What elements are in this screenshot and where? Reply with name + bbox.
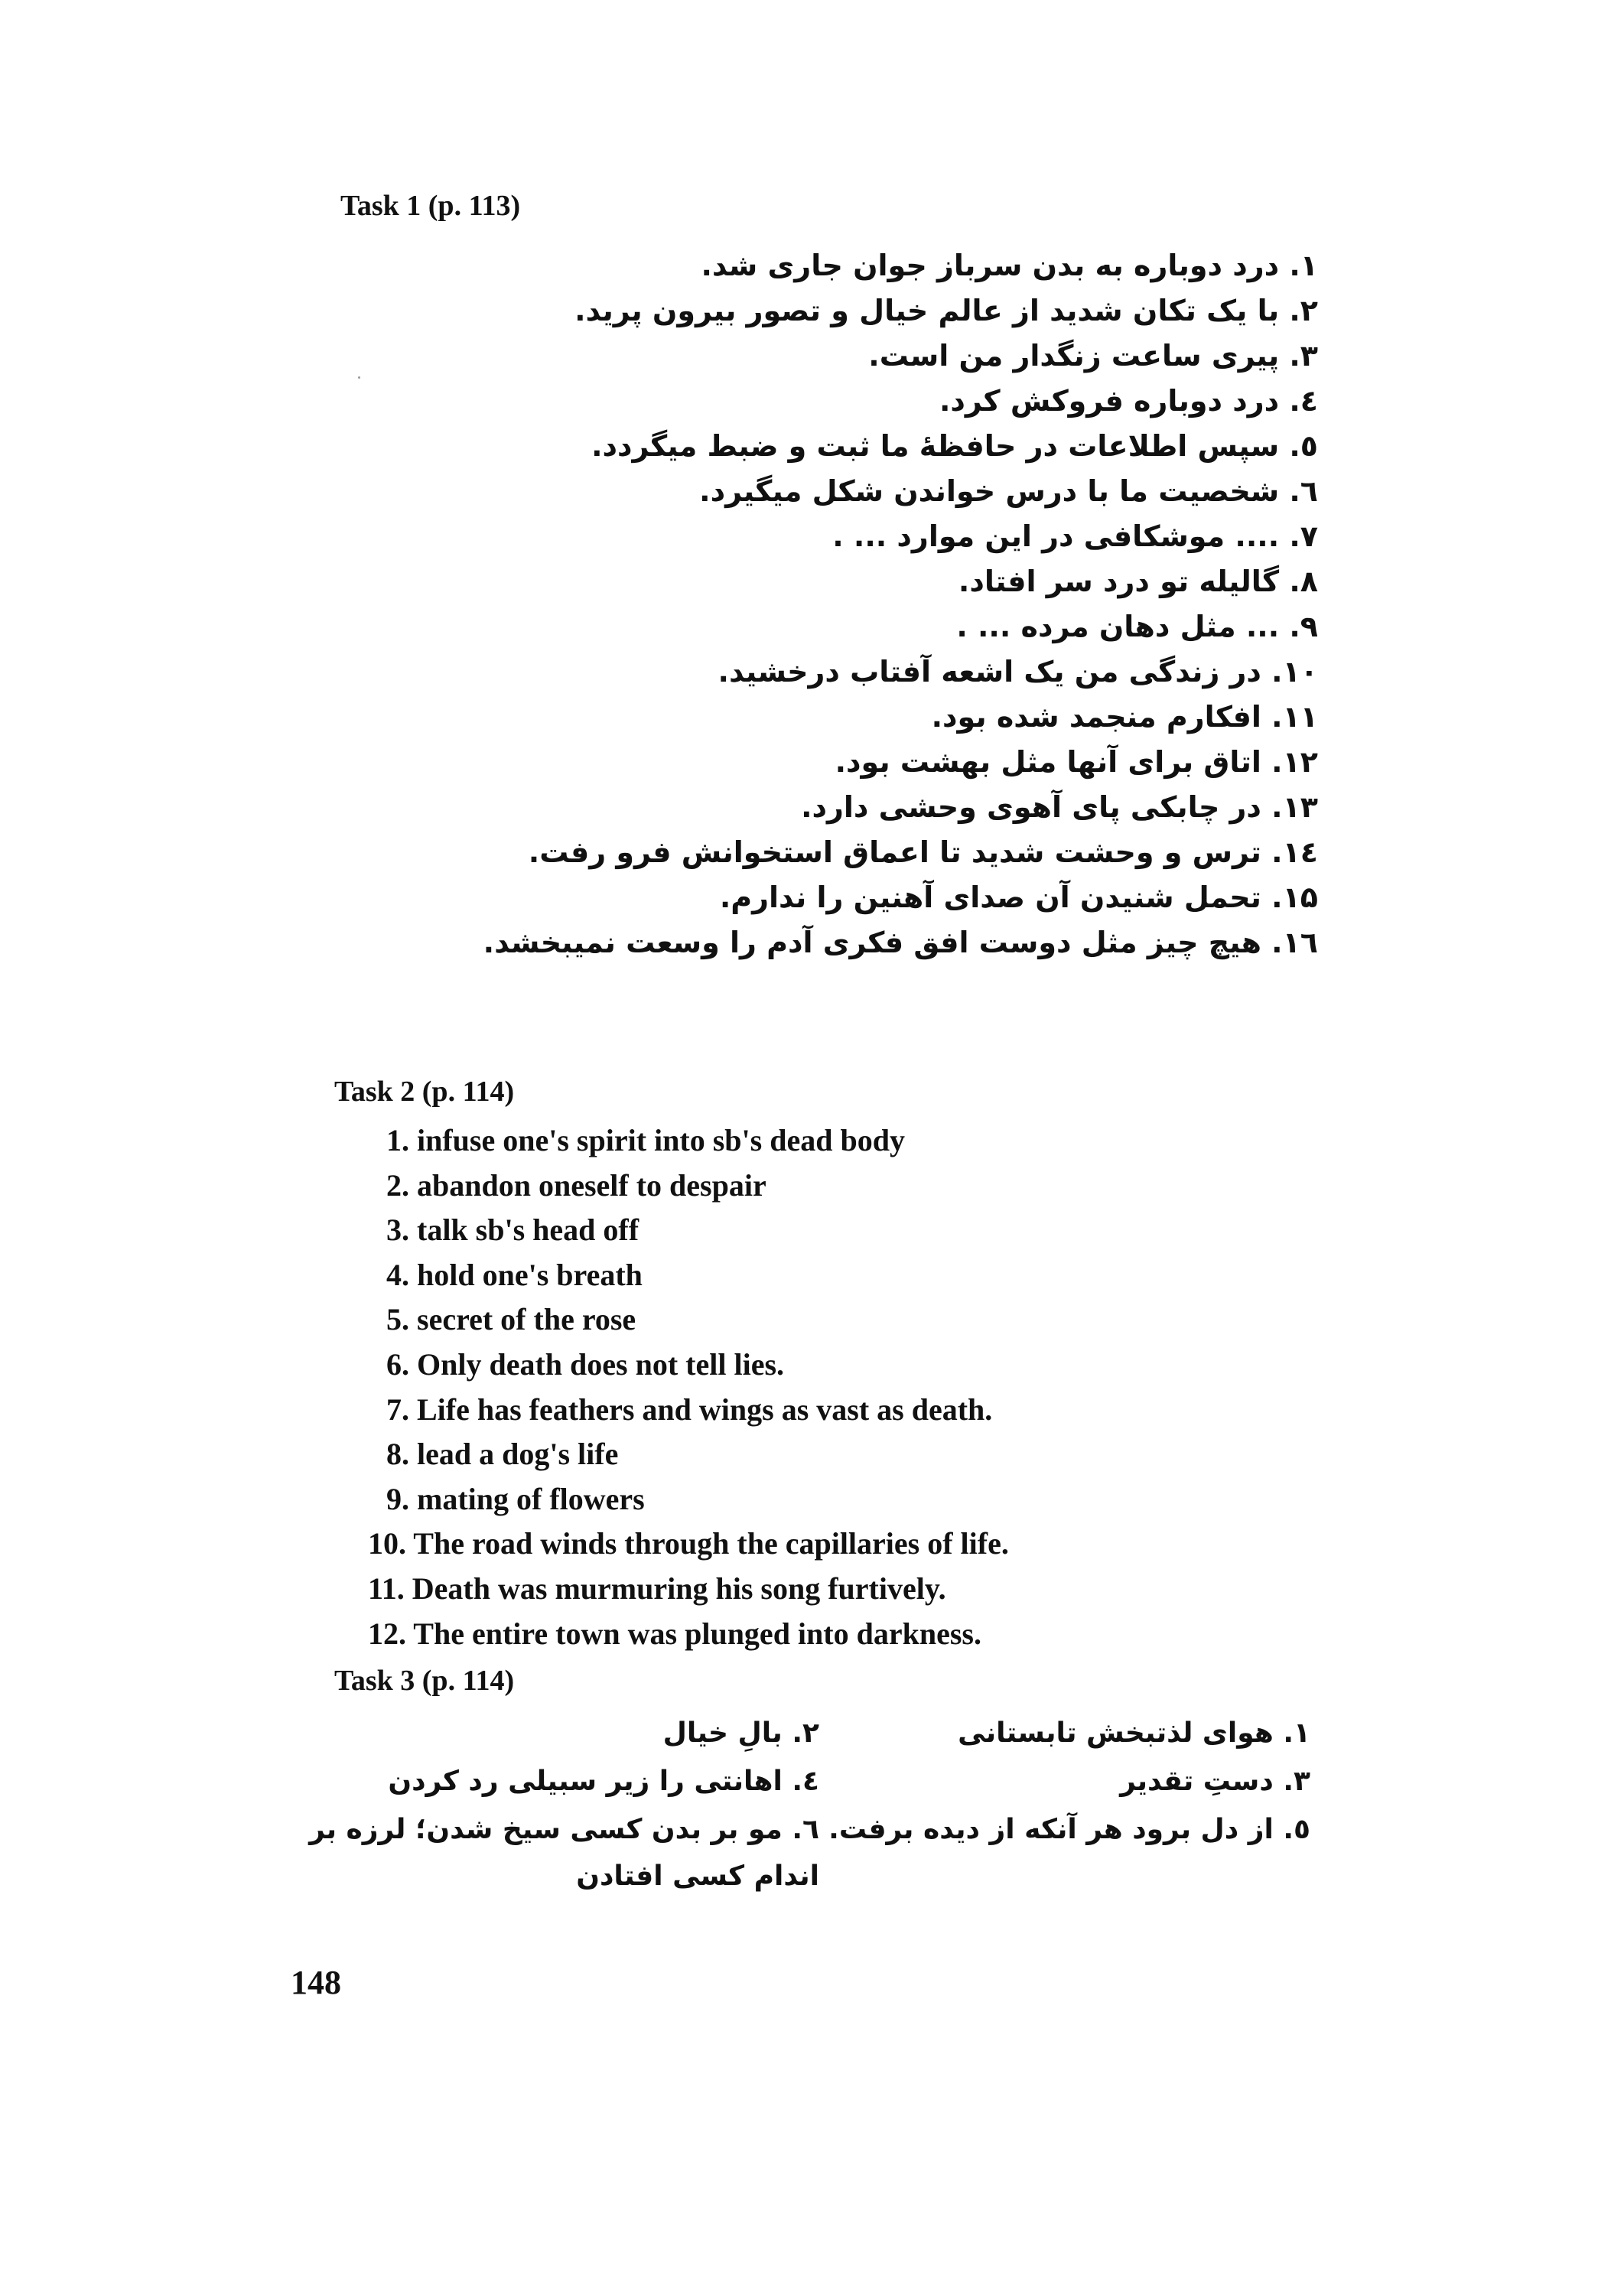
task1-item: ۱۵. تحمل شنیدن آن صدای آهنین را ندارم. [719,881,1318,914]
task1-item: ٤. درد دوباره فروکش کرد. [939,384,1318,418]
task1-item: ٦. شخصیت ما با درس خواندن شکل میگیرد. [699,474,1318,508]
task1-item: ۱۰. در زندگی من یک اشعه آفتاب درخشید. [718,655,1318,688]
task1-item: ۷. .... موشکافی در این موارد ... . [832,519,1318,553]
task1-item: ۹. ... مثل دهان مرده ... . [956,610,1318,643]
task2-item: 4. hold one's breath [386,1257,643,1292]
task2-item: 10. The road winds through the capillaries of life. [368,1526,1009,1561]
task1-item: ١٦. هیچ چیز مثل دوست افق فکری آدم را وسعت نمیبخشد. [483,926,1318,959]
scan-speck [358,376,360,379]
task2-item: 12. The entire town was plunged into darkness. [368,1616,981,1651]
page-number: 148 [291,1964,341,2001]
task2-item: 3. talk sb's head off [386,1213,640,1248]
task3-item-continuation: اندام کسی افتادن [576,1860,819,1892]
task3-item: ۳. دستِ تقدیر [1120,1766,1310,1797]
task1-item: ۳. پیری ساعت زنگدار من است. [868,339,1318,373]
task2-heading: Task 2 (p. 114) [334,1076,515,1108]
task2-item: 8. lead a dog's life [386,1437,619,1472]
task1-list [483,243,1318,965]
task1-item: ۱۱. افکارم منجمد شده بود. [931,700,1318,734]
task1-item: ۲. با یک تکان شدید از عالم خیال و تصور بیرون پرید. [574,294,1318,327]
task3-item: ۲. بالِ خیال [662,1717,819,1749]
task3-item: ٤. اهانتی را زیر سبیلی رد کردن [388,1766,819,1797]
task1-item: ۱۲. اتاق برای آنها مثل بهشت بود. [835,745,1318,779]
task3-heading: Task 3 (p. 114) [334,1665,515,1697]
task1-item: ۸. گالیله تو درد سر افتاد. [958,565,1318,598]
task2-item: 5. secret of the rose [386,1302,636,1337]
task2-item: 7. Life has feathers and wings as vast as death. [386,1392,993,1427]
task2-list [368,1118,1009,1656]
task2-item: 2. abandon oneself to despair [386,1167,766,1203]
task1-item: ۱۳. در چابکی پای آهوی وحشی دارد. [801,790,1318,824]
task1-item: ٥. سپس اطلاعات در حافظهٔ ما ثبت و ضبط میگردد. [591,429,1318,463]
task3-item: ٦. مو بر بدن کسی سیخ شدن؛ لرزه بر [309,1814,819,1845]
task2-item: 6. Only death does not tell lies. [386,1346,785,1382]
task3-item: ٥. از دل برود هر آنکه از دیده برفت. [828,1814,1310,1845]
task2-item: 9. mating of flowers [386,1481,645,1516]
task1-item: ۱. درد دوباره به بدن سرباز جوان جاری شد. [701,249,1318,282]
task1-item: ١٤. ترس و وحشت شدید تا اعماق استخوانش فرو رفت. [528,835,1318,869]
task1-heading: Task 1 (p. 113) [340,190,521,222]
task2-item: 1. infuse one's spirit into sb's dead body [386,1123,905,1157]
task3-item: ۱. هوای لذتبخش تابستانی [958,1717,1310,1749]
task2-item: 11. Death was murmuring his song furtively. [368,1571,946,1606]
